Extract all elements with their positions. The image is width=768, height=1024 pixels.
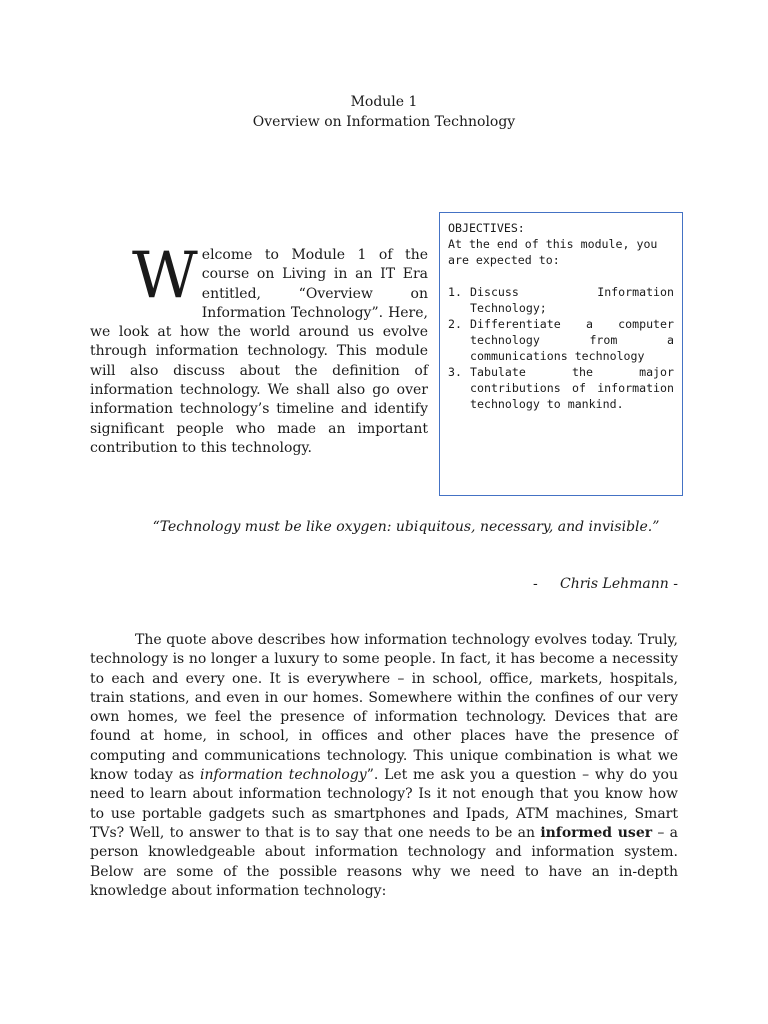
body-paragraph xyxy=(90,631,678,901)
page-title xyxy=(0,92,768,132)
objective-item xyxy=(448,316,674,364)
objective-item xyxy=(448,364,674,412)
objectives-lead: At the end of this module, you are expected to: xyxy=(448,237,658,267)
objective-number: 2. xyxy=(448,317,462,331)
body-text-part3: – a person knowledgeable about information technology and information system. Below are some of the possible reasons why we need to have an in-depth knowledge about information technology: xyxy=(90,824,679,899)
objectives-box xyxy=(439,212,683,496)
objective-number: 1. xyxy=(448,285,462,299)
objectives-heading: OBJECTIVES: xyxy=(448,221,525,235)
objective-text: Discuss Information Technology; xyxy=(470,285,674,315)
module-label: Module 1 xyxy=(350,94,418,110)
intro-paragraph xyxy=(90,239,428,458)
attribution-dash-left: - xyxy=(533,576,538,592)
quote-text: “Technology must be like oxygen: ubiquitous, necessary, and invisible.” xyxy=(152,519,660,535)
body-text-part2: ”. Let me ask you a question – why do you need to learn about information technology? Is it not enough that you know how to use portable gadgets such as smartphones and Ipads, ATM machines, Smart TVs? Well, to answer to that is to say that one needs to be an xyxy=(90,767,678,841)
attribution-dash-right: - xyxy=(673,576,678,592)
objectives-list xyxy=(448,284,674,412)
quote-author: Chris Lehmann xyxy=(560,576,669,592)
body-bold-term: informed user xyxy=(540,824,653,841)
body-italic-term: information technology xyxy=(199,767,367,784)
objective-number: 3. xyxy=(448,365,462,379)
drop-cap: W xyxy=(132,239,198,313)
objective-text: Differentiate a computer technology from a communications technology xyxy=(470,317,674,363)
objective-item xyxy=(448,284,674,316)
objective-text: Tabulate the major contributions of information technology to mankind. xyxy=(470,365,674,411)
quote-attribution xyxy=(533,574,678,594)
intro-text: elcome to Module 1 of the course on Living in an IT Era entitled, “Overview on Information Technology”. Here, we look at how the world around us evolve through information technology. This module will also discuss about the definition of information technology. We shall also go over information technology’s timeline and identify significant people who made an important contribution to this technology. xyxy=(90,247,428,456)
module-title: Overview on Information Technology xyxy=(252,114,516,130)
body-text-part1: The quote above describes how information technology evolves today. Truly, technology is no longer a luxury to some people. In fact, it has become a necessity to each and every one. It is everywhere – in school, office, markets, hospitals, train stations, and even in our homes. Somewhere within the confines of our very own homes, we feel the presence of information technology. Devices that are found at home, in school, in offices and other places have the presence of computing and communications technology. This unique combination is what we know today as xyxy=(90,632,678,784)
